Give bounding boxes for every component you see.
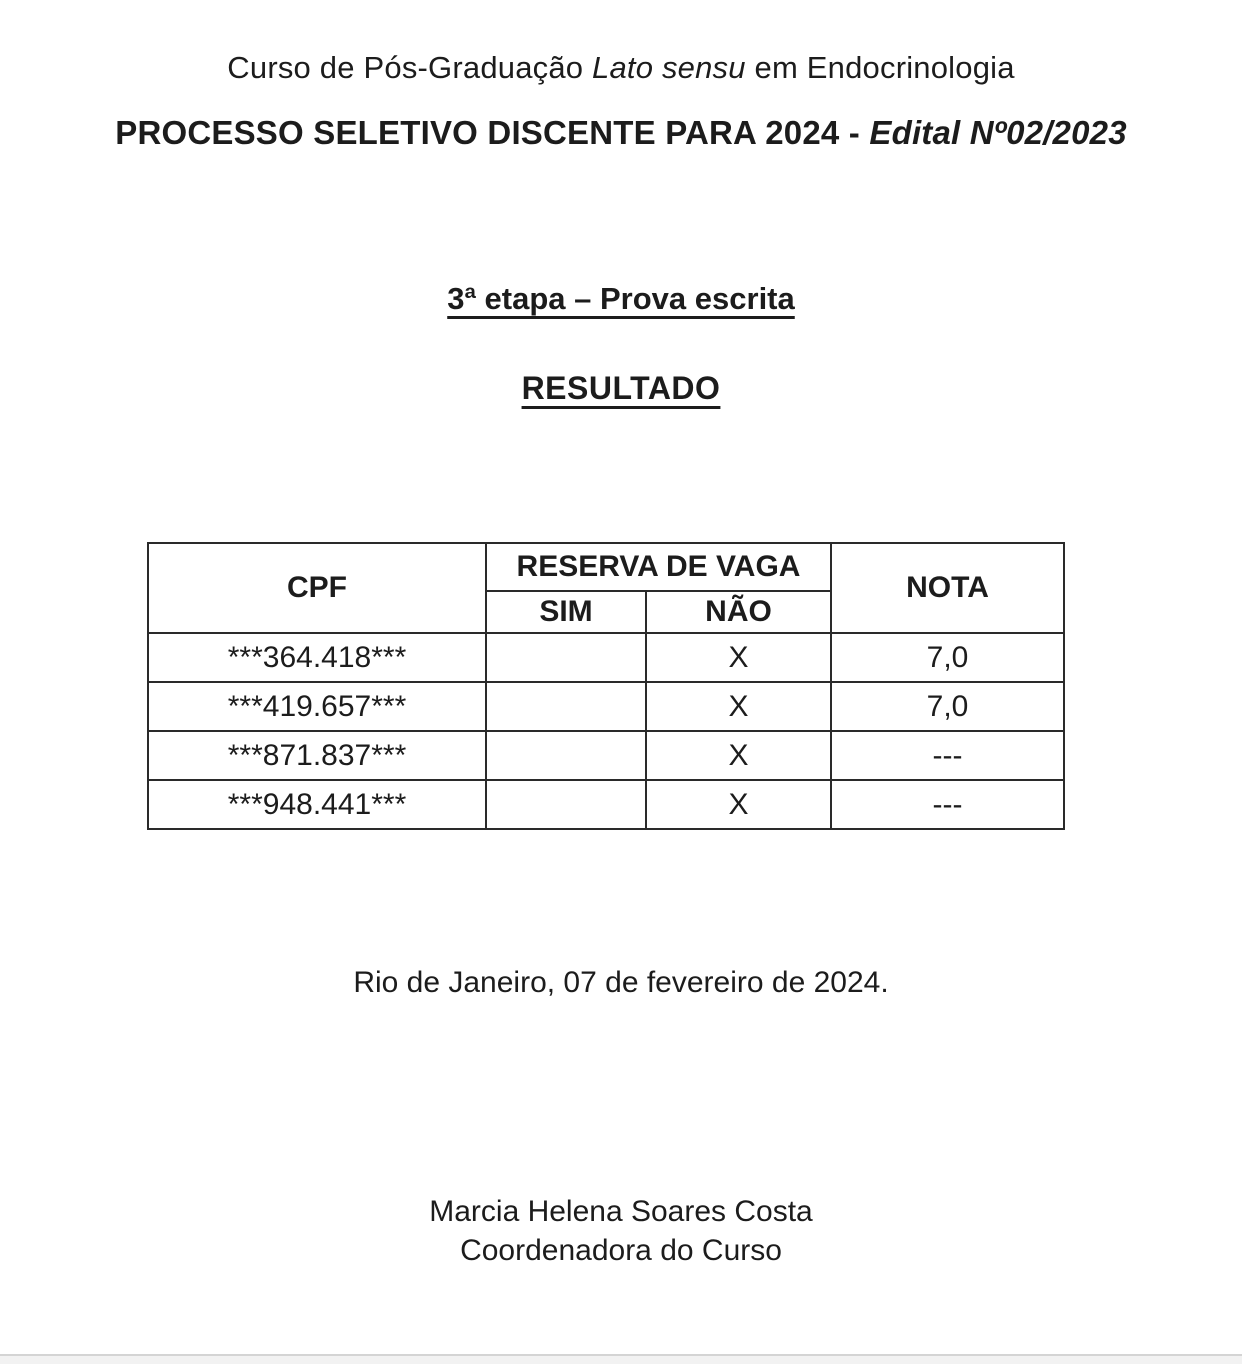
- table-row: [148, 682, 1064, 731]
- header-cpf: CPF: [148, 543, 486, 633]
- course-title: [0, 0, 1242, 88]
- header-sim: SIM: [486, 591, 646, 633]
- table-row: [148, 633, 1064, 682]
- result-heading: RESULTADO: [521, 370, 721, 406]
- cell-nota: 7,0: [831, 682, 1064, 731]
- cell-nota: 7,0: [831, 633, 1064, 682]
- process-title: [0, 112, 1242, 154]
- cell-sim: [486, 682, 646, 731]
- table-row: [148, 731, 1064, 780]
- cell-sim: [486, 780, 646, 829]
- cell-nao: X: [646, 682, 831, 731]
- cell-sim: [486, 633, 646, 682]
- cell-nao: X: [646, 780, 831, 829]
- cell-nao: X: [646, 731, 831, 780]
- cell-cpf: ***419.657***: [148, 682, 486, 731]
- cell-cpf: ***364.418***: [148, 633, 486, 682]
- cell-nota: ---: [831, 731, 1064, 780]
- course-title-latin: Lato sensu: [592, 50, 746, 85]
- signature-role: Coordenadora do Curso: [460, 1234, 782, 1267]
- header-reserva-de-vaga: RESERVA DE VAGA: [486, 543, 831, 591]
- date-line: Rio de Janeiro, 07 de fevereiro de 2024.: [353, 966, 889, 999]
- cell-cpf: ***948.441***: [148, 780, 486, 829]
- cell-sim: [486, 731, 646, 780]
- stage-heading: 3ª etapa – Prova escrita: [447, 281, 795, 316]
- process-title-main: PROCESSO SELETIVO DISCENTE PARA 2024 -: [115, 114, 870, 151]
- cell-nao: X: [646, 633, 831, 682]
- header-nao: NÃO: [646, 591, 831, 633]
- page-bottom-edge: [0, 1354, 1242, 1364]
- signature-block: [0, 1192, 1242, 1270]
- table-row: [148, 780, 1064, 829]
- cell-cpf: ***871.837***: [148, 731, 486, 780]
- header-nota: NOTA: [831, 543, 1064, 633]
- course-title-pre: Curso de Pós-Graduação: [227, 50, 593, 85]
- cell-nota: ---: [831, 780, 1064, 829]
- results-table: [147, 542, 1065, 830]
- signature-name: Marcia Helena Soares Costa: [429, 1195, 813, 1228]
- process-title-edital: Edital Nº02/2023: [869, 114, 1127, 151]
- course-title-post: em Endocrinologia: [745, 50, 1015, 85]
